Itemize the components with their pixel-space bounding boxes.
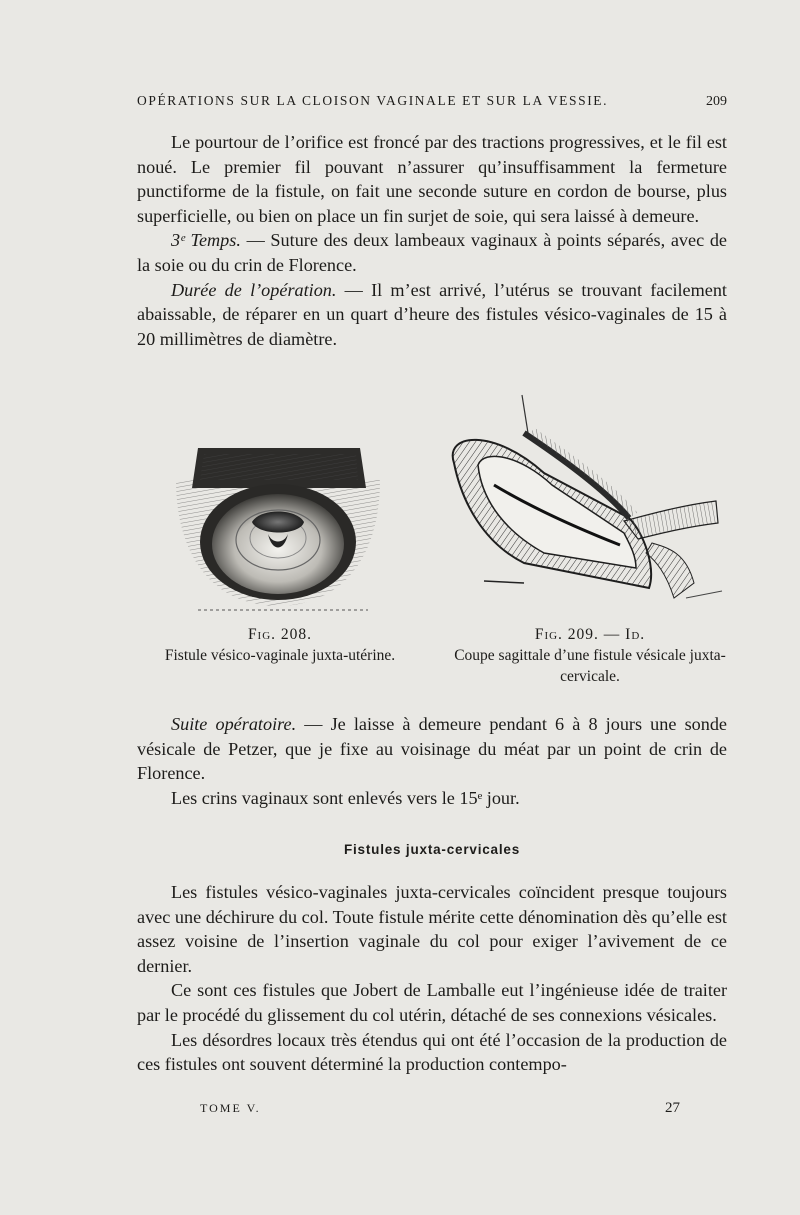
text-block-bottom xyxy=(137,880,727,1077)
figure-208-illustration xyxy=(168,440,390,616)
signature-line xyxy=(200,1101,680,1116)
signature-number: 27 xyxy=(665,1100,680,1116)
section-heading: Fistules juxta-cervicales xyxy=(343,842,521,857)
paragraph-3-lead: Durée de l’opération. xyxy=(171,279,337,300)
figure-208-number: Fig. 208. xyxy=(247,626,313,643)
paragraph-2 xyxy=(137,228,727,277)
paragraph-8: Les désordres locaux très étendus qui ont été l’occasion de la production de ces fistules ont souvent déterminé la production contempo- xyxy=(137,1029,727,1075)
paragraph-3-text: — Il m’est arrivé, l’utérus se trouvant facilement abaissable, de réparer en un quart d’heure des fistules vésico-vaginales de 15 à 20 millimètres de diamètre. xyxy=(137,279,727,349)
running-head xyxy=(137,93,727,109)
figure-208-text: Fistule vésico-vaginale juxta-utérine. xyxy=(164,647,396,664)
paragraph-1: Le pourtour de l’orifice est froncé par des tractions progressives, et le fil est noué. Le premier fil pouvant n’assurer qu’insuffisamment la fermeture punctiforme de la fistule, on fait une seconde suture en cordon de bourse, plus superficielle, ou bien on place un fin surjet de soie, qui sera laissé à demeure. xyxy=(137,132,727,226)
text-block-middle xyxy=(137,712,727,810)
paragraph-2-text: — Suture des deux lambeaux vaginaux à points séparés, avec de la soie ou du crin de Florence. xyxy=(137,230,727,275)
paragraph-4-text: — Je laisse à demeure pendant 6 à 8 jours une sonde vésicale de Petzer, que je fixe au voisinage du méat par un point de crin de Florence. xyxy=(137,714,727,784)
figure-209-illustration xyxy=(424,393,724,615)
figure-209-text: Coupe sagittale d’une fistule vésicale juxta-cervicale. xyxy=(454,647,726,685)
paragraph-7: Ce sont ces fistules que Jobert de Lamballe eut l’ingénieuse idée de traiter par le procédé du glissement du col utérin, détaché de ses connexions vésicales. xyxy=(137,980,727,1025)
paragraph-4-lead: Suite opératoire. xyxy=(171,714,297,734)
figure-209-number: Fig. 209. — Id. xyxy=(534,626,646,643)
page-number: 209 xyxy=(706,94,727,109)
paragraph-2-lead: 3ᵉ Temps. xyxy=(171,230,241,251)
paragraph-6: Les fistules vésico-vaginales juxta-cervicales coïncident presque toujours avec une déchirure du col. Toute fistule mérite cette dénomination dès qu’elle est assez voisine de l’insertion vaginale du col pour exiger l’avivement de ce dernier. xyxy=(137,882,727,976)
paragraph-5: Les crins vaginaux sont enlevés vers le 15ᵉ jour. xyxy=(171,787,520,808)
signature-label: TOME V. xyxy=(200,1101,261,1115)
running-title: OPÉRATIONS SUR LA CLOISON VAGINALE ET SUR LA VESSIE. xyxy=(137,93,609,108)
paragraph-4 xyxy=(137,712,727,786)
figure-209-caption xyxy=(440,624,740,687)
figure-208-caption xyxy=(160,624,400,666)
text-block-top xyxy=(137,130,727,351)
paragraph-3 xyxy=(137,278,727,352)
